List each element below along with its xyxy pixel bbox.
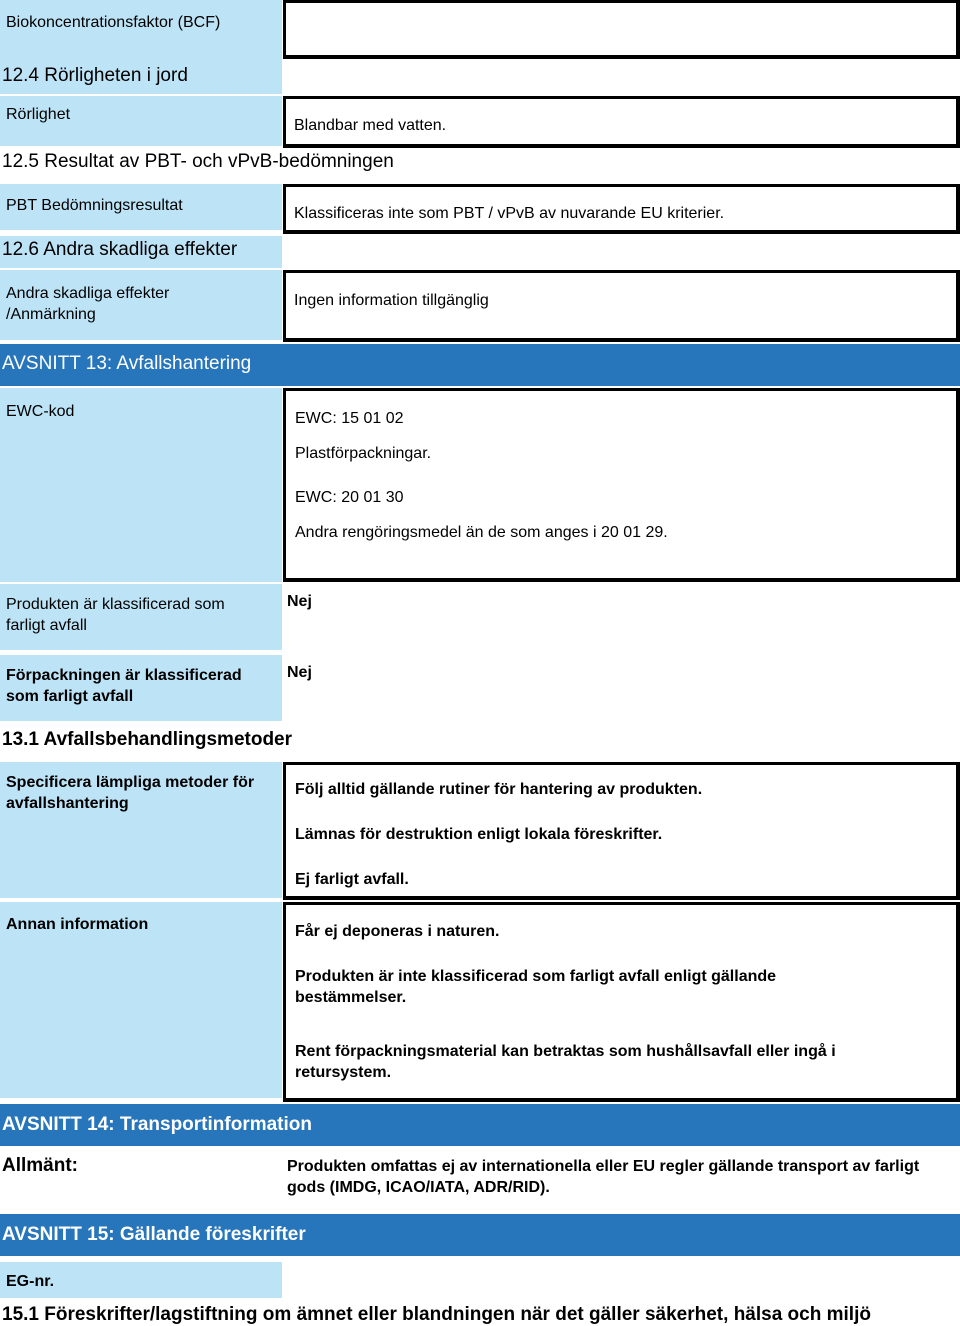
heading-15-1 [0,1303,960,1326]
ewc-line-3: EWC: 20 01 30 [295,489,404,506]
other-info-value [283,902,960,1102]
heading-12-4-text: 12.4 Rörligheten i jord [2,65,188,86]
methods-line-3: Ej farligt avfall. [295,871,409,888]
heading-15-1-text: 15.1 Föreskrifter/lagstiftning om ämnet eller blandningen när det gäller säkerhet, hälsa och miljö [2,1304,871,1325]
section-15-title-text: AVSNITT 15: Gällande föreskrifter [2,1224,306,1245]
general-line-1: Produkten omfattas ej av internationella eller EU regler gällande transport av farligt [287,1158,920,1175]
hazardous-product-label [0,584,282,650]
methods-value [283,762,960,900]
heading-12-6 [0,236,282,268]
bcf-label [0,0,282,56]
other-info-label-text: Annan information [6,916,149,933]
heading-13-1-text: 13.1 Avfallsbehandlingsmetoder [2,729,293,750]
general-value [287,1156,957,1200]
methods-line-2: Lämnas för destruktion enligt lokala föreskrifter. [295,826,663,843]
other-effects-value-text: Ingen information tillgänglig [294,292,489,309]
ewc-line-2: Plastförpackningar. [295,445,432,462]
bcf-value [283,0,960,59]
methods-label-line2: avfallshantering [6,795,129,812]
other-info-line-1: Får ej deponeras i naturen. [295,923,500,940]
general-line-2: gods (IMDG, ICAO/IATA, ADR/RID). [287,1179,550,1196]
hazardous-product-label-line2: farligt avfall [6,617,87,634]
ewc-value [283,388,960,582]
other-info-label [0,902,282,1098]
methods-label [0,762,282,898]
pbt-value [283,184,960,234]
other-info-line-3a: Rent förpackningsmaterial kan betraktas som hushållsavfall eller ingå i [295,1043,836,1060]
other-effects-value [283,270,960,342]
heading-12-5 [0,150,960,180]
other-effects-label [0,270,282,340]
section-14-title-text: AVSNITT 14: Transportinformation [2,1114,313,1135]
section-14-bar [0,1104,960,1146]
ewc-line-4: Andra rengöringsmedel än de som anges i 20 01 29. [295,524,668,541]
hazardous-product-value [287,591,487,613]
mobility-value [283,96,960,148]
mobility-value-text: Blandbar med vatten. [294,117,447,134]
section-15-bar [0,1214,960,1256]
hazardous-package-label-line1: Förpackningen är klassificerad [6,667,242,684]
hazardous-package-value-text: Nej [287,664,312,681]
hazardous-package-label [0,655,282,721]
mobility-label [0,96,282,146]
pbt-label [0,184,282,230]
other-info-line-2a: Produkten är inte klassificerad som farligt avfall enligt gällande [295,968,777,985]
ewc-label [0,388,282,582]
pbt-label-text: PBT Bedömningsresultat [6,197,183,214]
hazardous-product-value-text: Nej [287,593,312,610]
other-info-line-3b: retursystem. [295,1064,392,1081]
heading-13-1 [0,728,600,754]
hazardous-package-value [287,662,487,684]
methods-line-1: Följ alltid gällande rutiner för hantering av produkten. [295,781,703,798]
heading-12-4 [0,56,282,94]
other-effects-label-line2: /Anmärkning [6,306,96,323]
hazardous-package-label-line2: som farligt avfall [6,688,134,705]
section-13-title [0,352,600,380]
bcf-label-text: Biokoncentrationsfaktor (BCF) [6,14,221,31]
other-effects-label-line1: Andra skadliga effekter [6,285,170,302]
heading-12-6-text: 12.6 Andra skadliga effekter [2,239,238,260]
hazardous-product-label-line1: Produkten är klassificerad som [6,596,225,613]
general-label-text: Allmänt: [2,1155,78,1176]
section-13-title-text: AVSNITT 13: Avfallshantering [2,353,252,374]
ewc-label-text: EWC-kod [6,403,75,420]
other-info-line-2b: bestämmelser. [295,989,407,1006]
methods-label-line1: Specificera lämpliga metoder för [6,774,255,791]
pbt-value-text: Klassificeras inte som PBT / vPvB av nuvarande EU kriterier. [294,205,725,222]
eg-nr-label-text: EG-nr. [6,1273,55,1290]
heading-12-5-text: 12.5 Resultat av PBT- och vPvB-bedömningen [2,151,394,172]
eg-nr-label [0,1262,282,1298]
mobility-label-text: Rörlighet [6,106,71,123]
ewc-line-1: EWC: 15 01 02 [295,410,404,427]
general-label [2,1154,262,1178]
